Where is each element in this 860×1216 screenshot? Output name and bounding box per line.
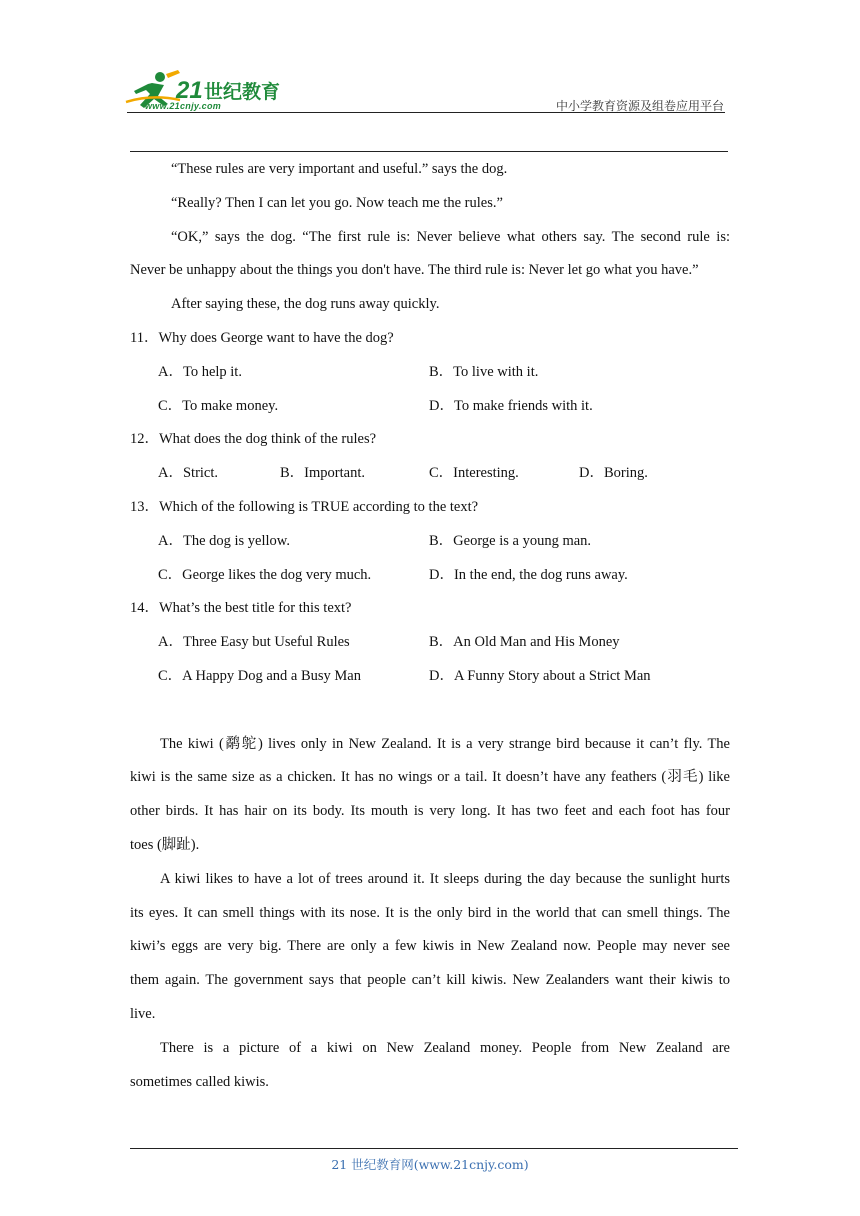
page-header	[0, 0, 860, 120]
question-11-options-row-1	[130, 360, 730, 394]
question-14-options-row-2	[130, 664, 730, 698]
passage-line: other birds. It has hair on its body. Its mouth is very long. It has two feet and each foot has four	[130, 803, 730, 820]
passage-line: toes (脚趾).	[130, 836, 200, 853]
passage-line: The kiwi (鹬鸵) lives only in New Zealand. It is a very strange bird because it can’t fly. The	[160, 735, 730, 752]
option-a: A．The dog is yellow.	[158, 532, 290, 549]
question-13-options-row-2	[130, 563, 730, 597]
option-b: B．George is a young man.	[429, 532, 592, 549]
question-12-stem: 12．What does the dog think of the rules?	[130, 431, 377, 448]
passage-line: sometimes called kiwis.	[130, 1073, 269, 1090]
story-line: “These rules are very important and useful.” says the dog.	[171, 161, 508, 177]
option-a: A．Three Easy but Useful Rules	[158, 634, 350, 651]
footer-text: 21 世纪教育网(www.21cnjy.com)	[331, 1157, 529, 1172]
option-c: C．Interesting.	[429, 465, 519, 482]
option-d: D．In the end, the dog runs away.	[429, 566, 628, 583]
question-11-stem: 11．Why does George want to have the dog?	[130, 329, 394, 346]
footer-divider	[130, 1148, 738, 1149]
story-line: Never be unhappy about the things you don't have. The third rule is: Never let go what you have.”	[130, 262, 699, 279]
option-b: B．An Old Man and His Money	[429, 634, 620, 651]
passage-line: them again. The government says that people can’t kill kiwis. New Zealanders want their kiwis to	[130, 972, 730, 989]
question-12-options	[130, 461, 730, 495]
passage-line: kiwi’s eggs are very big. There are only a few kiwis in New Zealand now. People may never see	[130, 938, 730, 955]
header-divider	[127, 112, 725, 113]
question-13-stem: 13．Which of the following is TRUE according to the text?	[130, 498, 479, 515]
option-d: D．A Funny Story about a Strict Man	[429, 667, 651, 684]
svg-text:21: 21	[176, 77, 203, 104]
option-a: A．Strict.	[158, 465, 219, 482]
content-top-divider	[130, 151, 728, 152]
story-line: “OK,” says the dog. “The first rule is: Never believe what others say. The second rule is:	[171, 228, 730, 245]
option-a: A．To help it.	[158, 363, 242, 380]
option-c: C．George likes the dog very much.	[158, 566, 372, 583]
option-c: C．To make money.	[158, 397, 279, 414]
option-d: D．Boring.	[579, 465, 648, 482]
passage-line: There is a picture of a kiwi on New Zealand money. People from New Zealand are	[160, 1039, 730, 1056]
question-14-stem: 14．What’s the best title for this text?	[130, 600, 352, 617]
logo-url: www.21cnjy.com	[145, 101, 222, 111]
option-b: B．To live with it.	[429, 363, 539, 380]
question-13-options-row-1	[130, 529, 730, 563]
option-b: B．Important.	[280, 465, 365, 482]
passage-line: kiwi is the same size as a chicken. It has no wings or a tail. It doesn’t have any feathers (羽毛) like	[130, 769, 730, 786]
question-11-options-row-2	[130, 394, 730, 428]
option-c: C．A Happy Dog and a Busy Man	[158, 667, 361, 684]
document-body	[130, 157, 730, 1103]
platform-title: 中小学教育资源及组卷应用平台	[555, 99, 724, 113]
passage-line: live.	[130, 1005, 156, 1022]
question-14-options-row-1	[130, 630, 730, 664]
option-d: D．To make friends with it.	[429, 397, 593, 414]
story-line: After saying these, the dog runs away quickly.	[171, 296, 440, 313]
passage-line: its eyes. It can smell things with its nose. It is the only bird in the world that can smell things. The	[130, 904, 730, 921]
section-gap	[130, 698, 730, 732]
passage-line: A kiwi likes to have a lot of trees around it. It sleeps during the day because the sunlight hurts	[160, 870, 730, 887]
story-line: “Really? Then I can let you go. Now teach me the rules.”	[171, 194, 503, 211]
svg-text:世纪教育: 世纪教育	[204, 81, 281, 103]
